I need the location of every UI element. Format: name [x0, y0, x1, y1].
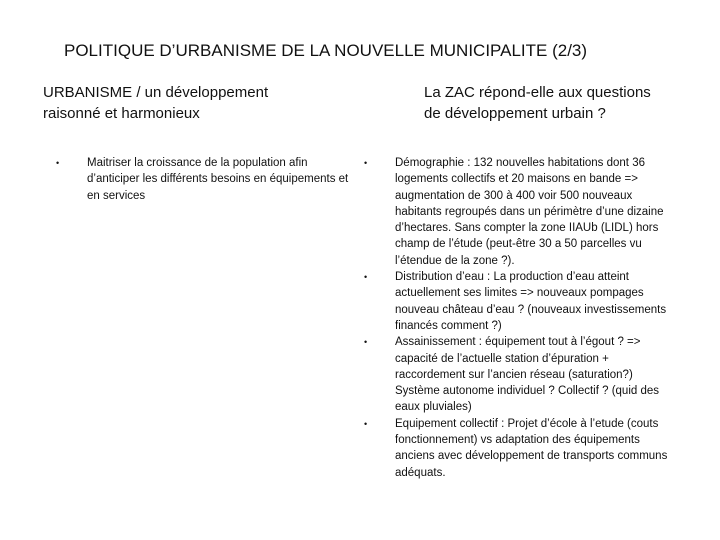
bullet-icon: •	[364, 158, 368, 168]
list-item	[364, 155, 680, 269]
bullet-icon: •	[364, 337, 368, 348]
left-heading-line-2: raisonné et harmonieux	[43, 105, 200, 122]
list-item-text: Démographie : 132 nouvelles habitations dont 36 logements collectifs et 20 maisons en bande => augmentation de 300 à 400 voir 500 nouveaux habitants regroupés dans un périmètre d’une dizaine d’hectares. Sans compter la zone IIAUb (LIDL) hors champ de l’étude (peut-être 30 a 50 parcelles vu l’étendue de la zone ?).	[395, 157, 664, 267]
page-title: POLITIQUE D’URBANISME DE LA NOUVELLE MUNICIPALITE (2/3)	[64, 41, 588, 60]
list-item-text: Distribution d’eau : La production d’eau atteint actuellement ses limites => nouveaux pompages nouveau château d’eau ? (nouveaux investissements financés comment ?)	[395, 271, 667, 332]
left-heading-line-1: URBANISME / un développement	[43, 84, 269, 101]
bullet-icon: •	[364, 272, 368, 283]
right-bullet-list	[364, 155, 680, 481]
list-item	[364, 334, 680, 415]
bullet-icon: •	[56, 158, 60, 168]
list-item	[56, 155, 356, 204]
list-item-text: Equipement collectif : Projet d’école à l’etude (couts fonctionnement) vs adaptation des équipements anciens avec développement de transports communs adéquats.	[395, 417, 668, 479]
list-item-text: Maitriser la croissance de la population afin d’anticiper les différents besoins en équipements et en services	[87, 157, 349, 202]
list-item	[364, 416, 680, 481]
list-item	[364, 269, 680, 334]
left-bullet-list	[56, 155, 356, 204]
right-heading-line-2: de développement urbain ?	[424, 105, 606, 122]
left-column-heading	[43, 82, 343, 124]
list-item-text: Assainissement : équipement tout à l’égout ? => capacité de l’actuelle station d’épuration + raccordement sur l’ancien réseau (saturation?) Système autonome individuel ? Collectif ? (quid des eaux pluviales)	[395, 336, 660, 414]
right-heading-line-1: La ZAC répond-elle aux questions	[424, 84, 651, 101]
right-column-heading	[424, 82, 694, 124]
bullet-icon: •	[364, 418, 368, 429]
